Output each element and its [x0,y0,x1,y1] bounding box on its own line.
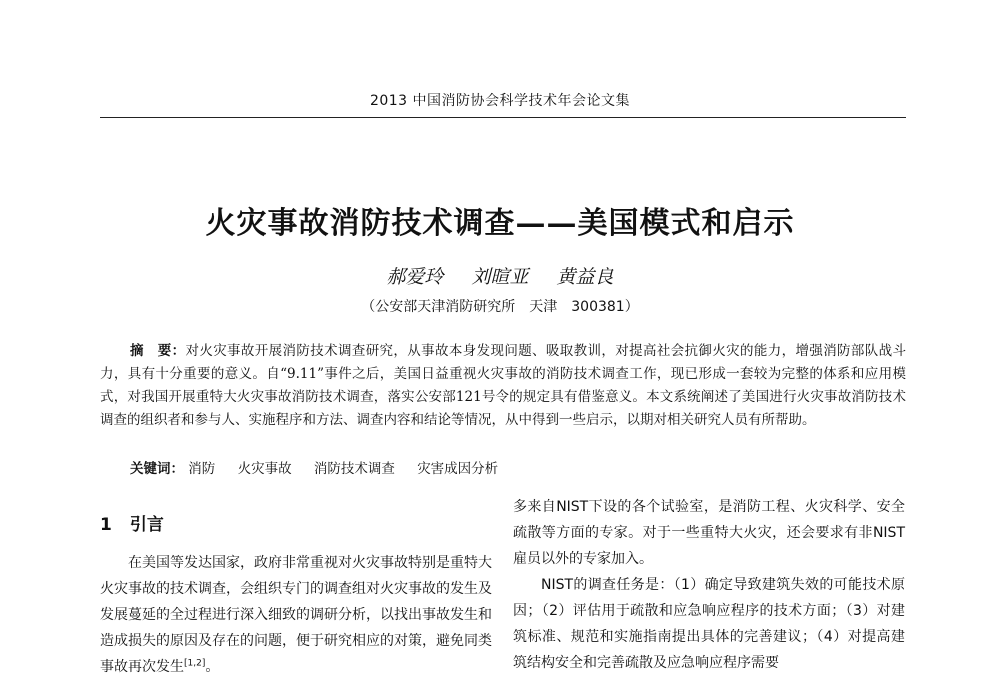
keyword: 火灾事故 [237,461,292,477]
paper-title: 火灾事故消防技术调查——美国模式和启示 [205,206,795,241]
running-head: 2013 中国消防协会科学技术年会论文集 [369,93,631,109]
keyword: 灾害成因分析 [417,461,499,477]
paragraph-end: 。 [205,659,220,675]
abstract-label: 摘 要： [130,343,186,359]
author-name: 郝爱玲 [386,266,444,288]
keywords-label: 关键词： [130,461,184,477]
abstract [100,340,906,432]
header-rule [100,117,906,118]
section-title: 引言 [129,515,164,535]
keyword: 消防 [188,461,216,477]
affiliation: （公安部天津消防研究所 天津 300381） [361,299,639,315]
right-column [513,494,905,676]
section-heading [100,510,492,540]
section-number: 1 [100,515,112,535]
citation-ref: [1,2] [184,658,206,669]
body-paragraph: NIST的调查任务是：（1）确定导致建筑失效的可能技术原因；（2）评估用于疏散和应急响应程序的技术方面；（3）对建筑标准、规范和实施指南提出具体的完善建议；（4）对提高建筑结构安全和完善疏散及应急响应程序需要 [513,577,905,671]
paragraph-text: 在美国等发达国家，政府非常重视对火灾事故特别是重特大火灾事故的技术调查，会组织专门的调查组对火灾事故的发生及发展蔓延的全过程进行深入细致的调研分析，以找出事故发生和造成损失的原因及存在的问题，便于研究相应的对策，避免同类事故再次发生 [100,555,492,675]
author-name: 刘暄亚 [471,266,529,288]
keywords [130,457,900,477]
abstract-text: 对火灾事故开展消防技术调查研究，从事故本身发现问题、吸取教训，对提高社会抗御火灾的能力，增强消防部队战斗力，具有十分重要的意义。自“9.11”事件之后，美国日益重视火灾事故的消防技术调查工作，现已形成一套较为完整的体系和应用模式，对我国开展重特大火灾事故消防技术调查，落实公安部121号令的规定具有借鉴意义。本文系统阐述了美国进行火灾事故消防技术调查的组织者和参与人、实施程序和方法、调查内容和结论等情况，从中得到一些启示，以期对相关研究人员有所帮助。 [100,343,907,428]
keyword: 消防技术调查 [313,461,395,477]
body-paragraph: 多来自NIST下设的各个试验室，是消防工程、火灾科学、安全疏散等方面的专家。对于一些重特大火灾，还会要求有非NIST雇员以外的专家加入。 [513,499,905,567]
author-name: 黄益良 [556,266,614,288]
body-paragraph [100,550,492,680]
author-list [0,262,1000,289]
